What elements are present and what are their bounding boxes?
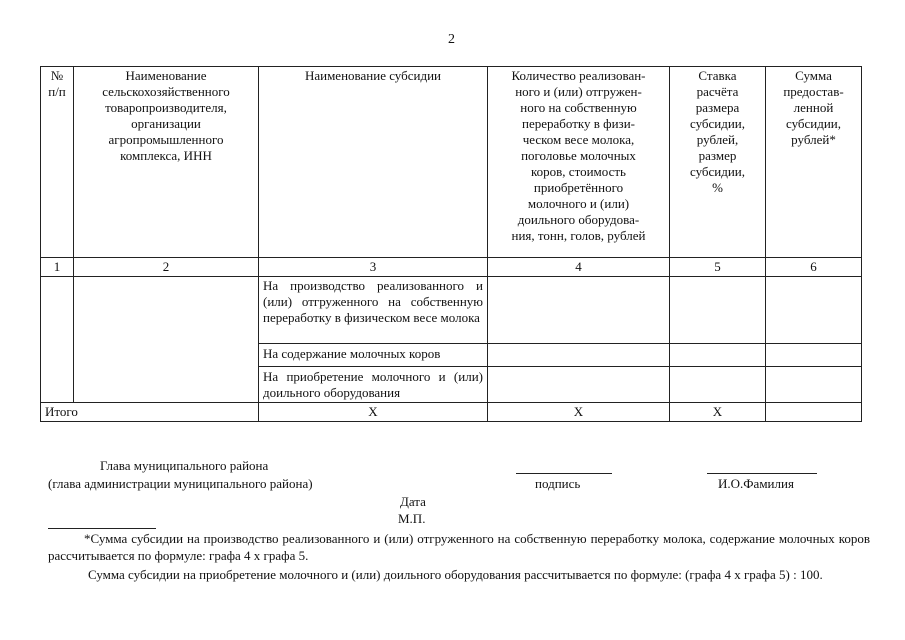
- quantity-cell: [488, 344, 670, 367]
- total-row: [41, 403, 862, 422]
- total-label: Итого: [41, 403, 259, 422]
- header-subsidy-name: Наименование субсидии: [259, 67, 488, 258]
- rate-cell: [670, 277, 766, 344]
- subsidy-cow-maintenance: На содержание молочных коров: [259, 344, 488, 367]
- stamp-label: М.П.: [398, 511, 426, 526]
- header-number: № п/п: [41, 67, 74, 258]
- date-label: Дата: [400, 494, 426, 509]
- column-number: 1: [41, 258, 74, 277]
- subsidy-milk-production: На производство реализованного и (или) отгруженного на собственную переработку в физическом весе молока: [259, 277, 488, 344]
- header-producer: Наименование сельскохозяйственного товаропроизводителя, организации агропромышленного комплекса, ИНН: [74, 67, 259, 258]
- header-rate: Ставка расчёта размера субсидии, рублей, размер субсидии, %: [670, 67, 766, 258]
- page-number: 2: [448, 32, 455, 47]
- column-number: 3: [259, 258, 488, 277]
- number-cell: [41, 277, 74, 403]
- column-number: 4: [488, 258, 670, 277]
- signature-label: подпись: [535, 476, 581, 491]
- subsidy-equipment: На приобретение молочного и (или) доильного оборудования: [259, 367, 488, 403]
- amount-cell: [766, 344, 862, 367]
- position-subtitle: (глава администрации муниципального района): [48, 476, 313, 491]
- header-amount: Сумма предостав- ленной субсидии, рублей*: [766, 67, 862, 258]
- total-amount-cell: [766, 403, 862, 422]
- column-number: 6: [766, 258, 862, 277]
- column-number: 5: [670, 258, 766, 277]
- signature-line: [516, 473, 612, 474]
- rate-cell: [670, 344, 766, 367]
- name-line: [707, 473, 817, 474]
- producer-cell: [74, 277, 259, 403]
- amount-cell: [766, 367, 862, 403]
- total-col4-x: X: [488, 403, 670, 422]
- footnote-2: Сумма субсидии на приобретение молочного и (или) доильного оборудования рассчитывается по формуле: (графа 4 х графа 5) : 100.: [88, 567, 823, 582]
- header-quantity: Количество реализован- ного и (или) отгружен- ного на собственную переработку в физи- ческом весе молока, поголовье молочных коров, стоимость приобретённого молочного и (или) доильного оборудова- ния, тонн, голов, рублей: [488, 67, 670, 258]
- amount-cell: [766, 277, 862, 344]
- name-label: И.О.Фамилия: [718, 476, 794, 491]
- table-row: [41, 277, 862, 344]
- total-col3-x: X: [259, 403, 488, 422]
- column-numbers-row: [41, 258, 862, 277]
- table-header-row: [41, 67, 862, 258]
- quantity-cell: [488, 277, 670, 344]
- total-col5-x: X: [670, 403, 766, 422]
- subsidy-table: [40, 66, 862, 422]
- column-number: 2: [74, 258, 259, 277]
- footnote-1: *Сумма субсидии на производство реализованного и (или) отгруженного на собственную переработку молока, содержание молочных коров рассчитывается по формуле: графа 4 х графа 5.: [48, 531, 870, 563]
- footnote-separator: [48, 528, 156, 529]
- rate-cell: [670, 367, 766, 403]
- quantity-cell: [488, 367, 670, 403]
- position-title: Глава муниципального района: [100, 458, 269, 473]
